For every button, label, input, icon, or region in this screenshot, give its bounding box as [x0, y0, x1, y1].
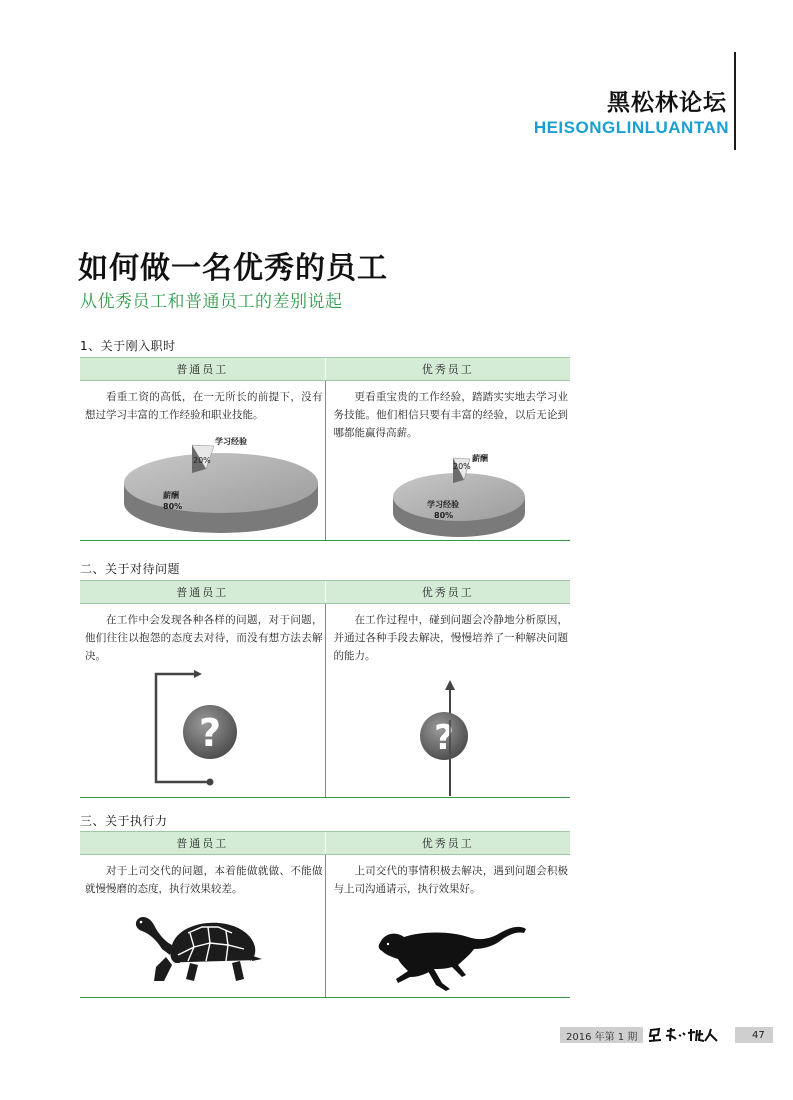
pie-large-label: 学习经验: [426, 500, 459, 509]
cell-excellent-1: [326, 381, 571, 540]
pie-large-label: 薪酬: [163, 491, 179, 500]
text-excellent-3: 上司交代的事情积极去解决，遇到问题会积极与上司沟通请示，执行效果好。: [333, 865, 568, 895]
col-header-ordinary: 普通员工: [80, 358, 326, 380]
turtle-illustration: [132, 911, 272, 995]
pie-small-label: 学习经验: [215, 437, 247, 446]
column-title: 黑松林论坛: [607, 90, 727, 116]
cell-excellent-3: [326, 855, 571, 997]
page-footer: [560, 1027, 773, 1043]
table-header-3: [80, 831, 570, 855]
section-heading-3: 三、关于执行力: [80, 814, 168, 828]
article-title: 如何做一名优秀的员工: [78, 251, 388, 286]
article-subtitle: 从优秀员工和普通员工的差别说起: [80, 292, 343, 312]
question-mark-icon: ?: [198, 711, 222, 755]
column-pinyin: HEISONGLINLUANTAN: [533, 118, 729, 137]
pie-small-label: 薪酬: [471, 454, 488, 463]
text-excellent-2: 在工作过程中，碰到问题会冷静地分析原因，并通过各种手段去解决，慢慢培养了一种解决问题的能力。: [333, 614, 568, 662]
col-header-excellent: 优秀员工: [421, 837, 474, 850]
text-ordinary-3: 对于上司交代的问题，本着能做就做、不能做就慢慢磨的态度，执行效果较差。: [85, 865, 323, 895]
detour-arrow-illustration: [150, 670, 270, 790]
issue-label: 2016 年第 1 期: [560, 1027, 643, 1043]
col-header-ordinary: 普通员工: [80, 832, 326, 854]
table-header-1: [80, 357, 570, 381]
pie-large-pct: 80%: [163, 502, 183, 511]
pie-small-pct: 20%: [452, 462, 471, 471]
section-heading-2: 二、关于对待问题: [80, 562, 181, 576]
pie-small-pct: 20%: [193, 456, 211, 465]
cell-ordinary-1: [80, 381, 326, 540]
comparison-table-1: [80, 357, 570, 541]
text-ordinary-2: 在工作中会发现各种各样的问题，对于问题，他们往往以抱怨的态度去对待，而没有想方法去解决。: [85, 614, 323, 662]
pie-chart-ordinary: [118, 437, 324, 533]
text-ordinary-1: 看重工资的高低，在一无所长的前提下，没有想过学习丰富的工作经验和职业技能。: [85, 391, 323, 421]
footer-bar: [735, 1027, 743, 1043]
straight-arrow-illustration: [414, 680, 494, 800]
cheetah-illustration: [370, 917, 530, 995]
table-header-2: [80, 580, 570, 604]
text-excellent-1: 更看重宝贵的工作经验，踏踏实实地去学习业务技能。他们相信只要有丰富的经验，以后无论到哪都能赢得高薪。: [333, 391, 568, 439]
col-header-excellent: 优秀员工: [421, 363, 474, 376]
page-number: 47: [743, 1027, 773, 1043]
pie-large-pct: 80%: [433, 511, 453, 520]
comparison-table-2: [80, 580, 570, 798]
col-header-excellent: 优秀员工: [421, 586, 474, 599]
section-heading-1: 1、关于刚入职时: [80, 339, 176, 353]
cell-excellent-2: [326, 604, 571, 797]
question-mark-icon: ?: [433, 718, 454, 758]
header-divider: [734, 52, 736, 150]
cell-ordinary-3: [80, 855, 326, 997]
pie-chart-excellent: [390, 453, 530, 539]
cell-ordinary-2: [80, 604, 326, 797]
magazine-logo: [647, 1026, 731, 1044]
col-header-ordinary: 普通员工: [80, 581, 326, 603]
comparison-table-3: [80, 831, 570, 998]
